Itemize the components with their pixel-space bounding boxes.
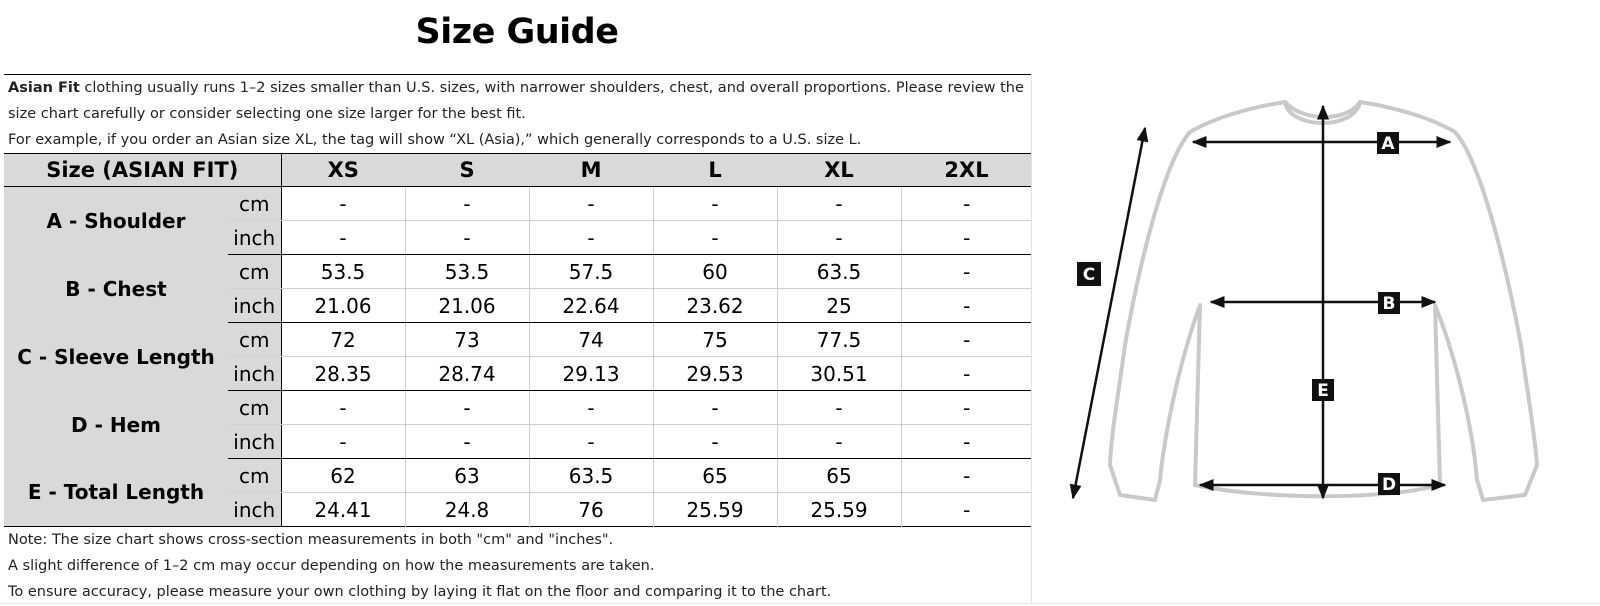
table-cell: - xyxy=(281,391,405,425)
table-cell: 22.64 xyxy=(529,289,653,323)
sheet-gridline xyxy=(0,603,1600,604)
table-cell: - xyxy=(777,187,901,221)
table-cell: - xyxy=(777,391,901,425)
table-cell: - xyxy=(777,221,901,255)
label-b: B xyxy=(1382,294,1396,314)
measurement-label-b-chest: B - Chest xyxy=(4,255,228,323)
table-cell: - xyxy=(529,391,653,425)
table-cell: - xyxy=(653,221,777,255)
table-cell: - xyxy=(405,187,529,221)
table-cell: 21.06 xyxy=(281,289,405,323)
table-cell: 60 xyxy=(653,255,777,289)
table-cell: 53.5 xyxy=(281,255,405,289)
size-header-row xyxy=(4,154,1032,187)
table-cell: 28.35 xyxy=(281,357,405,391)
note-line: A slight difference of 1–2 cm may occur depending on how the measurements are taken. xyxy=(8,558,655,574)
intro-text xyxy=(4,75,1032,153)
unit-label: cm xyxy=(228,255,281,289)
table-cell: 29.13 xyxy=(529,357,653,391)
unit-label: cm xyxy=(228,459,281,493)
table-cell: 63.5 xyxy=(529,459,653,493)
table-cell: 63 xyxy=(405,459,529,493)
table-cell: 73 xyxy=(405,323,529,357)
unit-label: inch xyxy=(228,289,281,323)
table-cell: 30.51 xyxy=(777,357,901,391)
label-e-badge xyxy=(1312,379,1334,401)
note-line: To ensure accuracy, please measure your own clothing by laying it flat on the floor and comparing it to the chart. xyxy=(8,584,832,600)
table-cell: - xyxy=(281,425,405,459)
table-cell: - xyxy=(901,459,1032,493)
table-cell: 23.62 xyxy=(653,289,777,323)
table-row xyxy=(4,187,1032,221)
table-cell: 63.5 xyxy=(777,255,901,289)
table-cell: 29.53 xyxy=(653,357,777,391)
table-cell: - xyxy=(901,187,1032,221)
table-cell: - xyxy=(529,425,653,459)
shirt-measurement-diagram xyxy=(1082,90,1565,510)
table-cell: - xyxy=(901,323,1032,357)
table-cell: - xyxy=(653,391,777,425)
label-c-badge xyxy=(1077,262,1101,286)
table-cell: 57.5 xyxy=(529,255,653,289)
table-cell: 77.5 xyxy=(777,323,901,357)
label-b-badge xyxy=(1378,292,1400,314)
size-header-label: Size (ASIAN FIT) xyxy=(4,154,281,187)
table-cell: - xyxy=(653,187,777,221)
table-cell: 25.59 xyxy=(777,493,901,527)
unit-label: inch xyxy=(228,221,281,255)
table-cell: - xyxy=(529,187,653,221)
table-cell: - xyxy=(405,391,529,425)
table-cell: - xyxy=(281,187,405,221)
unit-label: inch xyxy=(228,425,281,459)
table-cell: - xyxy=(405,221,529,255)
table-cell: - xyxy=(901,391,1032,425)
table-cell: 72 xyxy=(281,323,405,357)
table-cell: - xyxy=(901,221,1032,255)
table-row xyxy=(4,391,1032,425)
table-cell: - xyxy=(529,221,653,255)
unit-label: cm xyxy=(228,391,281,425)
table-cell: - xyxy=(901,425,1032,459)
table-row xyxy=(4,459,1032,493)
size-header-l: L xyxy=(653,154,777,187)
table-cell: 76 xyxy=(529,493,653,527)
size-header-xs: XS xyxy=(281,154,405,187)
sheet-divider xyxy=(1031,74,1032,604)
size-header-2xl: 2XL xyxy=(901,154,1032,187)
measurement-label-c-sleeve-length: C - Sleeve Length xyxy=(4,323,228,391)
table-cell: 21.06 xyxy=(405,289,529,323)
unit-label: inch xyxy=(228,493,281,527)
table-cell: - xyxy=(901,357,1032,391)
label-c: C xyxy=(1082,265,1096,285)
unit-label: cm xyxy=(228,187,281,221)
unit-label: cm xyxy=(228,323,281,357)
table-cell: 62 xyxy=(281,459,405,493)
table-cell: - xyxy=(653,425,777,459)
table-cell: 25 xyxy=(777,289,901,323)
label-e: E xyxy=(1317,381,1329,401)
label-a: A xyxy=(1381,134,1395,154)
table-cell: 74 xyxy=(529,323,653,357)
notes xyxy=(4,527,1032,605)
table-cell: 24.8 xyxy=(405,493,529,527)
size-table xyxy=(4,153,1032,527)
size-header-xl: XL xyxy=(777,154,901,187)
table-cell: 25.59 xyxy=(653,493,777,527)
table-cell: - xyxy=(405,425,529,459)
intro-body: clothing usually runs 1–2 sizes smaller than U.S. sizes, with narrower shoulders, chest, and overall proportions. Please review the size chart carefully or consider selecting one size larger for the best fit. xyxy=(8,80,1024,122)
label-d: D xyxy=(1381,475,1397,495)
table-cell: 53.5 xyxy=(405,255,529,289)
label-a-badge xyxy=(1377,132,1399,154)
label-d-badge xyxy=(1378,473,1400,495)
measurement-label-a-shoulder: A - Shoulder xyxy=(4,187,228,255)
table-cell: - xyxy=(901,255,1032,289)
page-title: Size Guide xyxy=(415,12,619,52)
table-cell: 24.41 xyxy=(314,497,372,522)
measurement-label-d-hem: D - Hem xyxy=(4,391,228,459)
intro-example: For example, if you order an Asian size XL, the tag will show “XL (Asia),” which generally corresponds to a U.S. size L. xyxy=(8,132,862,148)
table-cell: 65 xyxy=(777,459,901,493)
unit-label: inch xyxy=(228,357,281,391)
table-cell: - xyxy=(901,493,1032,527)
size-header-s: S xyxy=(405,154,529,187)
table-row xyxy=(4,255,1032,289)
note-line: Note: The size chart shows cross-section measurements in both "cm" and "inches". xyxy=(8,532,614,548)
size-table-body xyxy=(4,187,1032,527)
size-header-m: M xyxy=(529,154,653,187)
size-chart-sheet xyxy=(4,74,1032,605)
table-cell: - xyxy=(281,221,405,255)
table-row xyxy=(4,323,1032,357)
table-cell: - xyxy=(777,425,901,459)
table-cell: 28.74 xyxy=(405,357,529,391)
measurement-label-e-total-length: E - Total Length xyxy=(4,459,228,527)
table-cell: 75 xyxy=(653,323,777,357)
intro-bold: Asian Fit xyxy=(8,80,80,96)
table-cell: - xyxy=(901,289,1032,323)
table-cell: 65 xyxy=(653,459,777,493)
